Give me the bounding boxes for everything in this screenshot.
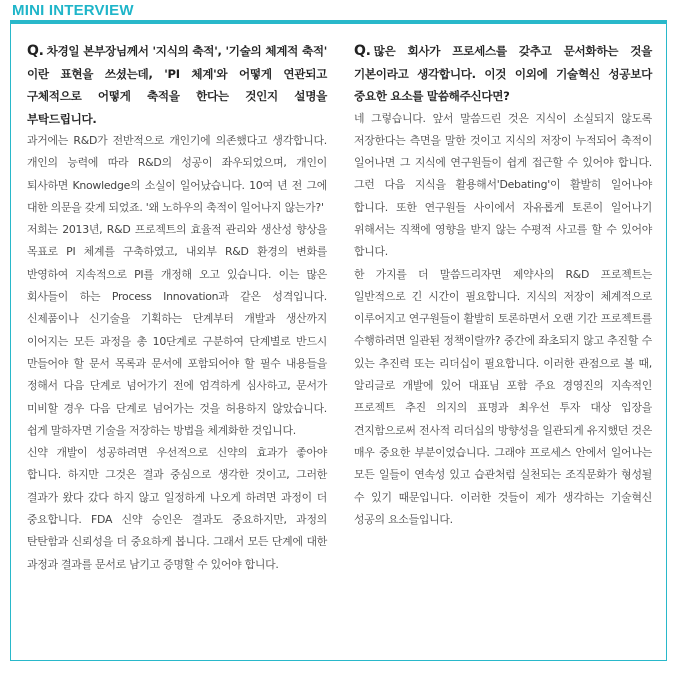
section-label: MINI INTERVIEW: [12, 2, 134, 19]
right-column: [354, 40, 652, 531]
left-column: [27, 40, 327, 576]
right-question: [354, 40, 652, 108]
left-question: [27, 40, 327, 130]
right-question-text: 많은 회사가 프로세스를 갖추고 문서화하는 것을 기본이라고 생각합니다. 이것 이외에 기술혁신 성공보다 중요한 요소를 말씀해주신다면?: [354, 44, 652, 103]
left-answer-paragraph-2: 저희는 2013년, R&D 프로젝트의 효율적 관리와 생산성 향상을 목표로 PI 체계를 구축하였고, 내외부 R&D 환경의 변화를 반영하여 지속적으로 PI를 개정해 오고 있습니다. 이는 많은 회사들이 하는 Process Innovation과 같은 성격입니다. 신제품이나 신기술을 기획하는 단계부터 개발과 생산까지 이어지는 모든 과정을 총 10단계로 구분하여 단계별로 반드시 만들어야 할 문서 목록과 문서에 포함되어야 할 필수 내용들을 정해서 다음 단계로 넘어가기 전에 엄격하게 심사하고, 문서가 미비할 경우 다음 단계로 넘어가는 것을 허용하지 않았습니다. 쉽게 말하자면 기술을 저장하는 방법을 체계화한 것입니다.: [27, 223, 327, 437]
left-question-text: 차경일 본부장님께서 '지식의 축적', '기술의 체계적 축적' 이란 표현을 쓰셨는데, 'PI 체계'와 어떻게 연관되고 구체적으로 어떻게 축적을 한다는 것인지 설명을 부탁드립니다.: [27, 44, 327, 126]
right-answer-paragraph-1: 네 그렇습니다. 앞서 말씀드린 것은 지식이 소실되지 않도록 저장한다는 측면을 말한 것이고 지식의 저장이 누적되어 축적이 일어나면 그 지식에 연구원들이 쉽게 접근할 수 있어야 합니다. 그런 다음 지식을 활용해서'Debating'이 활발히 일어나야 합니다. 또한 연구원들 사이에서 자유롭게 토론이 일어나기 위해서는 직책에 영향을 받지 않는 수평적 사고를 할 수 있어야 합니다.: [354, 111, 652, 259]
right-q-mark: Q.: [354, 43, 371, 59]
left-answer-paragraph-1: 과거에는 R&D가 전반적으로 개인기에 의존했다고 생각합니다. 개인의 능력에 따라 R&D의 성공이 좌우되었으며, 개인이 퇴사하면 Knowledge의 소실이 일어났습니다. 10여 년 전 그에 대한 의문을 갖게 되었죠. '왜 노하우의 축적이 일어나지 않는가?': [27, 134, 327, 214]
left-answer-paragraph-3: 신약 개발이 성공하려면 우선적으로 신약의 효과가 좋아야 합니다. 하지만 그것은 결과 중심으로 생각한 것이고, 그러한 결과가 왔다 갔다 하지 않고 일정하게 나오게 하려면 과정이 더 중요합니다. FDA 신약 승인은 결과도 중요하지만, 과정의 탄탄함과 신뢰성을 더 중요하게 봅니다. 그래서 모든 단계에 대한 과정과 결과를 문서로 남기고 증명할 수 있어야 합니다.: [27, 446, 327, 571]
right-answer-paragraph-2: 한 가지를 더 말씀드리자면 제약사의 R&D 프로젝트는 일반적으로 긴 시간이 필요합니다. 지식의 저장이 체계적으로 이루어지고 연구원들이 활발히 토론하면서 오랜 기간 프로젝트를 수행하려면 일관된 정책이랄까? 중간에 좌초되지 않고 추진할 수 있는 추진력 또는 리더십이 필요합니다. 이러한 관점으로 볼 때, 알리글로 개발에 있어 대표님 포함 주요 경영진의 지속적인 프로젝트 추진 의지의 표명과 최우선 투자 대상 입장을 견지함으로써 전사적 리더십의 방향성을 일관되게 유지했던 것은 매우 중요한 부분이었습니다. 그래야 프로세스 안에서 일어나는 모든 일들이 연속성 있고 습관처럼 실천되는 조직문화가 형성될 수 있기 때문입니다. 이러한 것들이 제가 생각하는 기술혁신 성공의 요소들입니다.: [354, 267, 652, 526]
interview-box: [10, 20, 667, 661]
left-q-mark: Q.: [27, 43, 44, 59]
